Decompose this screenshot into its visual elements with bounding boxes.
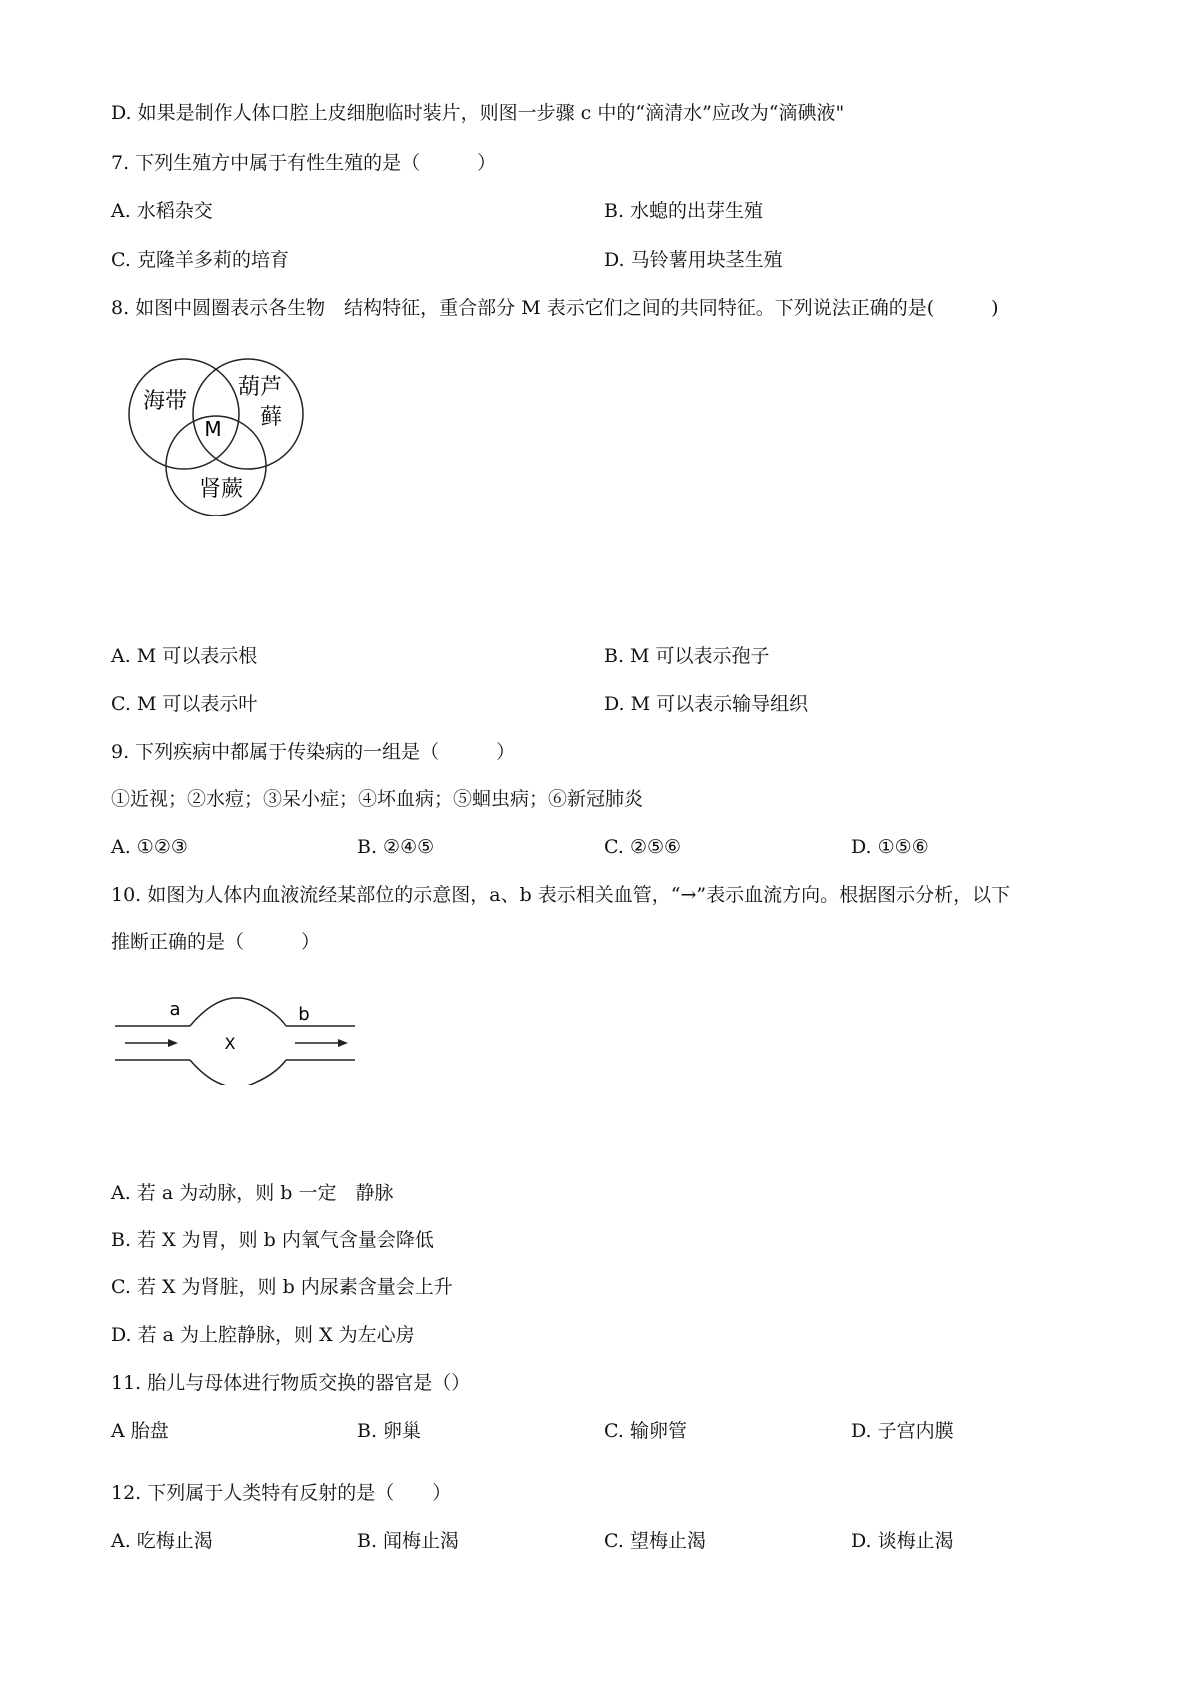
q12-option-c: C. 望梅止渴 <box>604 1530 706 1552</box>
q7-option-b: B. 水螅的出芽生殖 <box>604 200 764 222</box>
venn-label-m: M <box>204 417 222 441</box>
q9-disease-list: ①近视；②水痘；③呆小症；④坏血病；⑤蛔虫病；⑥新冠肺炎 <box>111 788 644 810</box>
q7-option-d: D. 马铃薯用块茎生殖 <box>604 249 783 271</box>
venn-label-fern: 肾蕨 <box>198 477 244 502</box>
q11-option-b: B. 卵巢 <box>357 1420 422 1442</box>
q9-option-a: A. ①②③ <box>111 836 188 858</box>
q6-option-d: D. 如果是制作人体口腔上皮细胞临时装片，则图一步骤 c 中的“滴清水”应改为“滴碘液" <box>111 102 845 124</box>
q12-option-a: A. 吃梅止渴 <box>111 1530 213 1552</box>
q9-option-b: B. ②④⑤ <box>357 836 435 858</box>
blood-flow-diagram <box>110 985 360 1085</box>
venn-label-kelp: 海带 <box>142 389 188 414</box>
venn-diagram <box>126 356 306 516</box>
venn-label-moss-2: 藓 <box>259 405 283 430</box>
q8-option-b: B. M 可以表示孢子 <box>604 645 770 667</box>
flow-arrow-out-head <box>338 1039 348 1047</box>
venn-circle-kelp <box>129 359 239 469</box>
q11-option-c: C. 输卵管 <box>604 1420 687 1442</box>
q10-stem-line2: 推断正确的是（ ） <box>111 931 321 953</box>
q7-option-c: C. 克隆羊多莉的培育 <box>111 249 289 271</box>
q12-option-b: B. 闻梅止渴 <box>357 1530 460 1552</box>
q11-option-d: D. 子宫内膜 <box>851 1420 954 1442</box>
q9-option-c: C. ②⑤⑥ <box>604 836 682 858</box>
q7-stem: 7. 下列生殖方中属于有性生殖的是（ ） <box>111 152 497 174</box>
q9-stem: 9. 下列疾病中都属于传染病的一组是（ ） <box>111 741 516 763</box>
q12-stem: 12. 下列属于人类特有反射的是（ ） <box>111 1482 452 1504</box>
vessel-label-b: b <box>298 1004 310 1025</box>
q10-option-d: D. 若 a 为上腔静脉，则 X 为左心房 <box>111 1324 415 1346</box>
organ-x-outline <box>190 998 286 1085</box>
q10-stem-line1: 10. 如图为人体内血液流经某部位的示意图，a、b 表示相关血管，“→”表示血流方向。根据图示分析，以下 <box>111 884 1011 906</box>
q8-stem: 8. 如图中圆圈表示各生物 结构特征，重合部分 M 表示它们之间的共同特征。下列说法正确的是( ) <box>111 297 999 319</box>
q11-option-a: A 胎盘 <box>111 1420 169 1442</box>
q8-option-d: D. M 可以表示输导组织 <box>604 693 809 715</box>
venn-label-moss-1: 葫芦 <box>237 375 283 400</box>
q8-option-a: A. M 可以表示根 <box>111 645 258 667</box>
organ-label-x: X <box>224 1034 236 1053</box>
q11-stem: 11. 胎儿与母体进行物质交换的器官是（） <box>111 1372 471 1394</box>
q12-option-d: D. 谈梅止渴 <box>851 1530 954 1552</box>
q7-option-a: A. 水稻杂交 <box>111 200 213 222</box>
flow-arrow-in-head <box>168 1039 178 1047</box>
q10-option-b: B. 若 X 为胃，则 b 内氧气含量会降低 <box>111 1229 434 1251</box>
q8-option-c: C. M 可以表示叶 <box>111 693 258 715</box>
q10-option-c: C. 若 X 为肾脏，则 b 内尿素含量会上升 <box>111 1276 453 1298</box>
vessel-label-a: a <box>169 999 181 1020</box>
q9-option-d: D. ①⑤⑥ <box>851 836 929 858</box>
q10-option-a: A. 若 a 为动脉，则 b 一定 静脉 <box>111 1182 394 1204</box>
